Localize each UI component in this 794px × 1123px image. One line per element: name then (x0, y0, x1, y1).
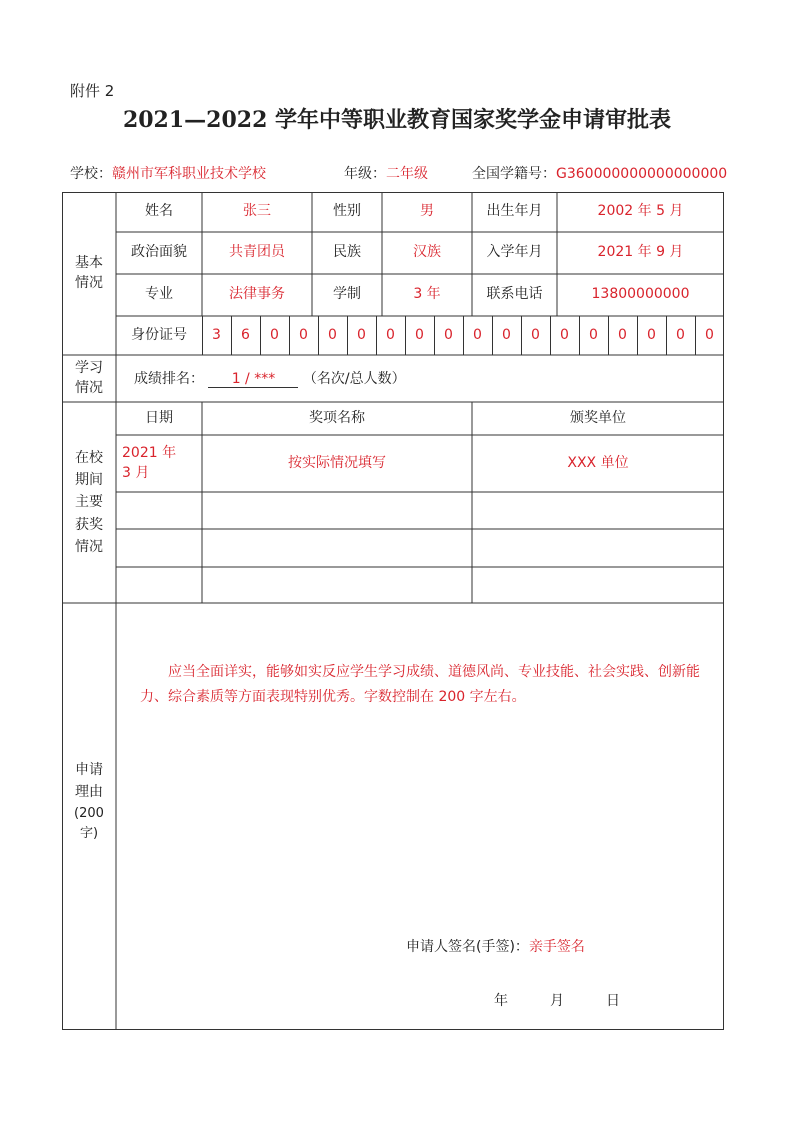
gender-value[interactable]: 男 (420, 203, 434, 220)
rank-value[interactable]: 1 / *** (208, 371, 298, 388)
id-digit[interactable]: 0 (647, 326, 656, 343)
id-label: 身份证号 (131, 326, 187, 343)
phone-label: 联系电话 (486, 286, 543, 303)
id-digit[interactable]: 0 (589, 326, 598, 343)
application-form-table (62, 192, 724, 1030)
major-label: 专业 (145, 286, 173, 303)
id-digit[interactable]: 0 (328, 326, 337, 343)
award-date[interactable]: 2021 年 3 月 (122, 444, 177, 481)
study-section-label: 学习 情况 (75, 359, 103, 396)
student-id-label: 全国学籍号： (472, 166, 556, 182)
id-digit[interactable]: 0 (357, 326, 366, 343)
duration-label: 学制 (333, 286, 361, 303)
award-org[interactable]: XXX 单位 (567, 454, 629, 471)
duration-value[interactable]: 3 年 (413, 286, 441, 303)
reason-section-label (62, 752, 116, 852)
awards-col-date: 日期 (145, 409, 173, 426)
rank-hint: （名次/总人数） (302, 371, 406, 387)
page-title: 2021—2022 学年中等职业教育国家奖学金申请审批表 (122, 107, 672, 133)
grade-label: 年级： (344, 166, 386, 182)
award-name[interactable]: 按实际情况填写 (288, 454, 386, 471)
birth-label: 出生年月 (486, 203, 543, 220)
student-id-field (472, 163, 727, 183)
id-digit[interactable]: 0 (502, 326, 511, 343)
awards-col-org: 颁奖单位 (570, 409, 626, 426)
major-value[interactable]: 法律事务 (229, 286, 285, 303)
id-digit[interactable]: 0 (270, 326, 279, 343)
id-digit[interactable]: 6 (241, 326, 250, 343)
id-digit[interactable]: 0 (415, 326, 424, 343)
id-digit[interactable]: 0 (531, 326, 540, 343)
name-label: 姓名 (145, 203, 173, 220)
student-id-value: G360000000000000000 (556, 166, 728, 182)
basic-section-label: 基本 情况 (75, 254, 103, 291)
reason-label: 申请 理由 (75, 761, 103, 801)
date-year: 年 (494, 993, 508, 1009)
attachment-label: 附件 2 (70, 82, 115, 100)
name-value[interactable]: 张三 (243, 203, 271, 220)
meta-line (70, 163, 266, 183)
reason-note: (200 字) (74, 805, 104, 842)
id-digit[interactable]: 3 (212, 326, 221, 343)
gender-label: 性别 (333, 203, 361, 220)
id-digit[interactable]: 0 (299, 326, 308, 343)
enroll-label: 入学年月 (486, 244, 543, 261)
date-month: 月 (550, 993, 564, 1009)
awards-section-label: 在校 期间 主要 获奖 情况 (75, 449, 103, 556)
political-value[interactable]: 共青团员 (229, 244, 285, 261)
school-value: 赣州市军科职业技术学校 (112, 166, 266, 182)
awards-col-name: 奖项名称 (309, 409, 365, 426)
id-digit[interactable]: 0 (618, 326, 627, 343)
ethnic-value[interactable]: 汉族 (413, 244, 441, 261)
id-digit[interactable]: 0 (676, 326, 685, 343)
ethnic-label: 民族 (333, 244, 361, 261)
rank-label: 成绩排名： (134, 371, 204, 387)
id-digit[interactable]: 0 (473, 326, 482, 343)
id-digit[interactable]: 0 (444, 326, 453, 343)
enroll-value[interactable]: 2021 年 9 月 (597, 244, 684, 261)
political-label: 政治面貌 (131, 244, 187, 261)
reason-text[interactable]: 应当全面详实，能够如实反应学生学习成绩、道德风尚、专业技能、社会实践、创新能力、综合素质等方面表现特别优秀。字数控制在 200 字左右。 (140, 664, 700, 705)
date-day: 日 (606, 993, 620, 1009)
grade-value: 二年级 (386, 166, 428, 182)
rank-line (134, 368, 406, 388)
signature-value[interactable]: 亲手签名 (528, 939, 585, 955)
id-digit[interactable]: 0 (386, 326, 395, 343)
id-digit[interactable]: 0 (705, 326, 714, 343)
id-digit[interactable]: 0 (560, 326, 569, 343)
signature-line (406, 936, 585, 956)
phone-value[interactable]: 13800000000 (591, 286, 690, 303)
school-label: 学校： (70, 166, 112, 182)
grade-field (344, 163, 428, 183)
signature-label: 申请人签名(手签)： (406, 939, 529, 955)
birth-value[interactable]: 2002 年 5 月 (597, 203, 684, 220)
